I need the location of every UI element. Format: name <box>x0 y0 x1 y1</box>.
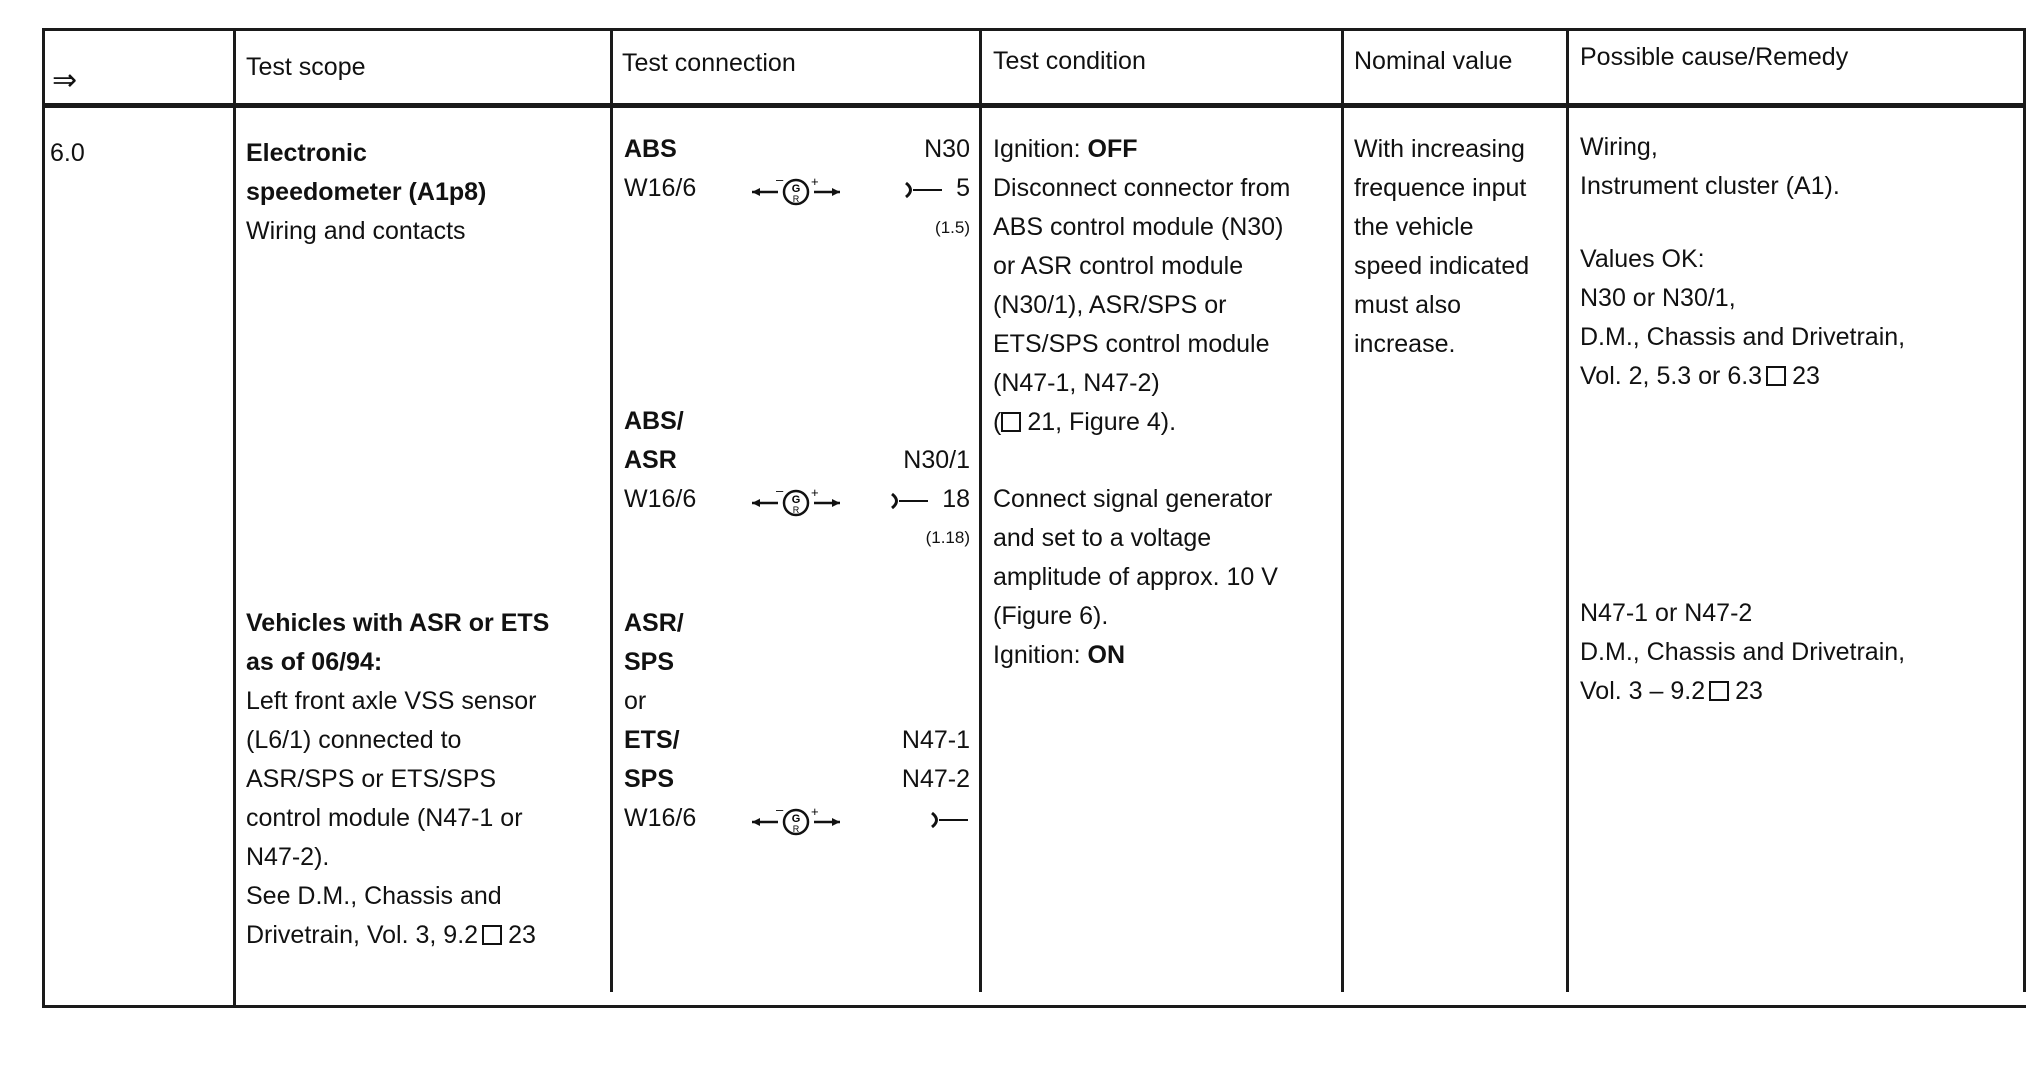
scope-asr-title-2: as of 06/94: <box>246 648 383 676</box>
scope-asr-title-1: Vehicles with ASR or ETS <box>246 609 550 637</box>
condition-line: ETS/SPS control module <box>993 330 1270 358</box>
page-ref-box-icon <box>482 925 502 945</box>
svg-text:G: G <box>791 813 801 825</box>
signal-generator-icon <box>748 804 844 836</box>
conn1-label: ABS <box>624 135 677 163</box>
scope-asr-line: control module (N47-1 or <box>246 804 523 832</box>
col-divider-2 <box>610 28 613 992</box>
cause-asr-block <box>1580 594 1905 711</box>
header-arrow: ⇒ <box>52 64 78 97</box>
scope-asr-block <box>246 604 549 955</box>
cause-line: Wiring, <box>1580 133 1658 161</box>
svg-text:G: G <box>791 183 801 195</box>
svg-text:G: G <box>791 494 801 506</box>
condition-line: amplitude of approx. 10 V <box>993 563 1278 591</box>
scope-asr-ref: 23 <box>508 921 536 949</box>
nominal-line: the vehicle <box>1354 213 1474 241</box>
col-divider-3 <box>979 28 982 992</box>
conn1-module: N30 <box>924 135 970 163</box>
conn3-or: or <box>624 687 647 715</box>
ignition-off-value: OFF <box>1087 135 1138 163</box>
nominal-line: frequence input <box>1354 174 1527 202</box>
nominal-line: increase. <box>1354 330 1456 358</box>
svg-text:+: + <box>811 485 819 500</box>
conn3-module-1: N47-1 <box>901 726 970 754</box>
table-right-border <box>2023 28 2026 992</box>
cause-ok-line: D.M., Chassis and Drivetrain, <box>1580 323 1906 351</box>
condition-block-2 <box>993 480 1278 675</box>
page-ref-box-icon <box>1766 366 1786 386</box>
conn2-module: N30/1 <box>903 446 970 474</box>
header-nominal-value: Nominal value <box>1354 47 1513 75</box>
scope-asr-last-line <box>246 916 549 955</box>
cause-asr-line: N47-1 or N47-2 <box>1580 599 1753 627</box>
signal-generator-icon <box>748 174 844 206</box>
table-bottom-border <box>42 1005 2026 1008</box>
conn1-wire: W16/6 <box>624 174 697 202</box>
cause-asr-last-line: Vol. 3 – 9.2 23 <box>1580 677 1763 705</box>
cause-ok-last-line: Vol. 2, 5.3 or 6.3 23 <box>1580 362 1820 390</box>
svg-text:R: R <box>792 194 800 204</box>
svg-text:+: + <box>811 804 819 819</box>
conn1-pin: 5 <box>956 174 970 202</box>
cause-ok-line: N30 or N30/1, <box>1580 284 1736 312</box>
header-possible-cause: Possible cause/Remedy <box>1580 43 1849 71</box>
nominal-line: speed indicated <box>1354 252 1530 280</box>
condition-line: Disconnect connector from <box>993 174 1291 202</box>
conn3-wire: W16/6 <box>624 804 697 832</box>
condition-line: (N30/1), ASR/SPS or <box>993 291 1227 319</box>
scope-asr-line: ASR/SPS or ETS/SPS <box>246 765 497 793</box>
cause-line: Instrument cluster (A1). <box>1580 172 1840 200</box>
conn3-label-3: ETS/ <box>624 726 680 754</box>
page-ref-box-icon <box>1001 412 1021 432</box>
svg-text:R: R <box>792 505 800 515</box>
nominal-line: With increasing <box>1354 135 1525 163</box>
signal-generator-icon <box>748 485 844 517</box>
scope-asr-line: (L6/1) connected to <box>246 726 462 754</box>
header-bottom-border <box>42 103 2026 108</box>
condition-line: (N47-1, N47-2) <box>993 369 1160 397</box>
scope-asr-line: Left front axle VSS sensor <box>246 687 537 715</box>
condition-line: and set to a voltage <box>993 524 1212 552</box>
connector-icon <box>902 180 944 200</box>
cause-asr-line: D.M., Chassis and Drivetrain, <box>1580 638 1906 666</box>
scope-subtitle: Wiring and contacts <box>246 217 466 245</box>
step-number: 6.0 <box>50 139 85 167</box>
scope-block <box>246 134 486 251</box>
conn1-note: (1.5) <box>935 218 970 237</box>
svg-text:+: + <box>811 174 819 189</box>
cause-ok-block <box>1580 240 1905 396</box>
condition-block <box>993 130 1290 442</box>
condition-line: or ASR control module <box>993 252 1244 280</box>
table-top-border <box>42 28 2026 31</box>
header-test-scope: Test scope <box>246 53 366 81</box>
connector-icon <box>888 491 930 511</box>
scope-title-2: speedometer (A1p8) <box>246 178 487 206</box>
header-test-connection: Test connection <box>622 49 796 77</box>
cause-ok-line: Values OK: <box>1580 245 1705 273</box>
conn3-module-2: N47-2 <box>901 765 970 793</box>
condition-ref-line: ( 21, Figure 4). <box>993 408 1177 436</box>
scope-asr-line: N47-2). <box>246 843 330 871</box>
conn3-label-1: ASR/ <box>624 609 684 637</box>
cause-block <box>1580 128 1840 206</box>
conn2-label-1: ABS/ <box>624 407 684 435</box>
conn2-pin: 18 <box>942 485 970 513</box>
page-ref-box-icon <box>1709 681 1729 701</box>
conn2-wire: W16/6 <box>624 485 697 513</box>
condition-line: (Figure 6). <box>993 602 1109 630</box>
condition-ignition-on: Ignition: ON <box>993 641 1126 669</box>
conn3-label-4: SPS <box>624 765 675 793</box>
col-divider-1 <box>233 28 236 1008</box>
header-test-condition: Test condition <box>993 47 1146 75</box>
ignition-on-value: ON <box>1087 641 1126 669</box>
conn2-label-2: ASR <box>624 446 677 474</box>
connector-icon <box>928 810 970 830</box>
svg-text:–: – <box>776 804 784 817</box>
scope-asr-last-text: Drivetrain, Vol. 3, 9.2 <box>246 921 479 949</box>
scope-asr-line: See D.M., Chassis and <box>246 882 502 910</box>
nominal-line: must also <box>1354 291 1461 319</box>
scope-title-1: Electronic <box>246 139 367 167</box>
conn3-label-2: SPS <box>624 648 675 676</box>
condition-line: ABS control module (N30) <box>993 213 1284 241</box>
table-left-border <box>42 28 45 1008</box>
svg-text:R: R <box>792 824 800 834</box>
col-divider-5 <box>1566 28 1569 992</box>
condition-ignition-off: Ignition: OFF <box>993 135 1138 163</box>
nominal-block <box>1354 130 1529 364</box>
condition-line: Connect signal generator <box>993 485 1273 513</box>
conn2-note: (1.18) <box>925 528 970 547</box>
svg-text:–: – <box>776 485 784 498</box>
col-divider-4 <box>1341 28 1344 992</box>
svg-text:–: – <box>776 174 784 187</box>
